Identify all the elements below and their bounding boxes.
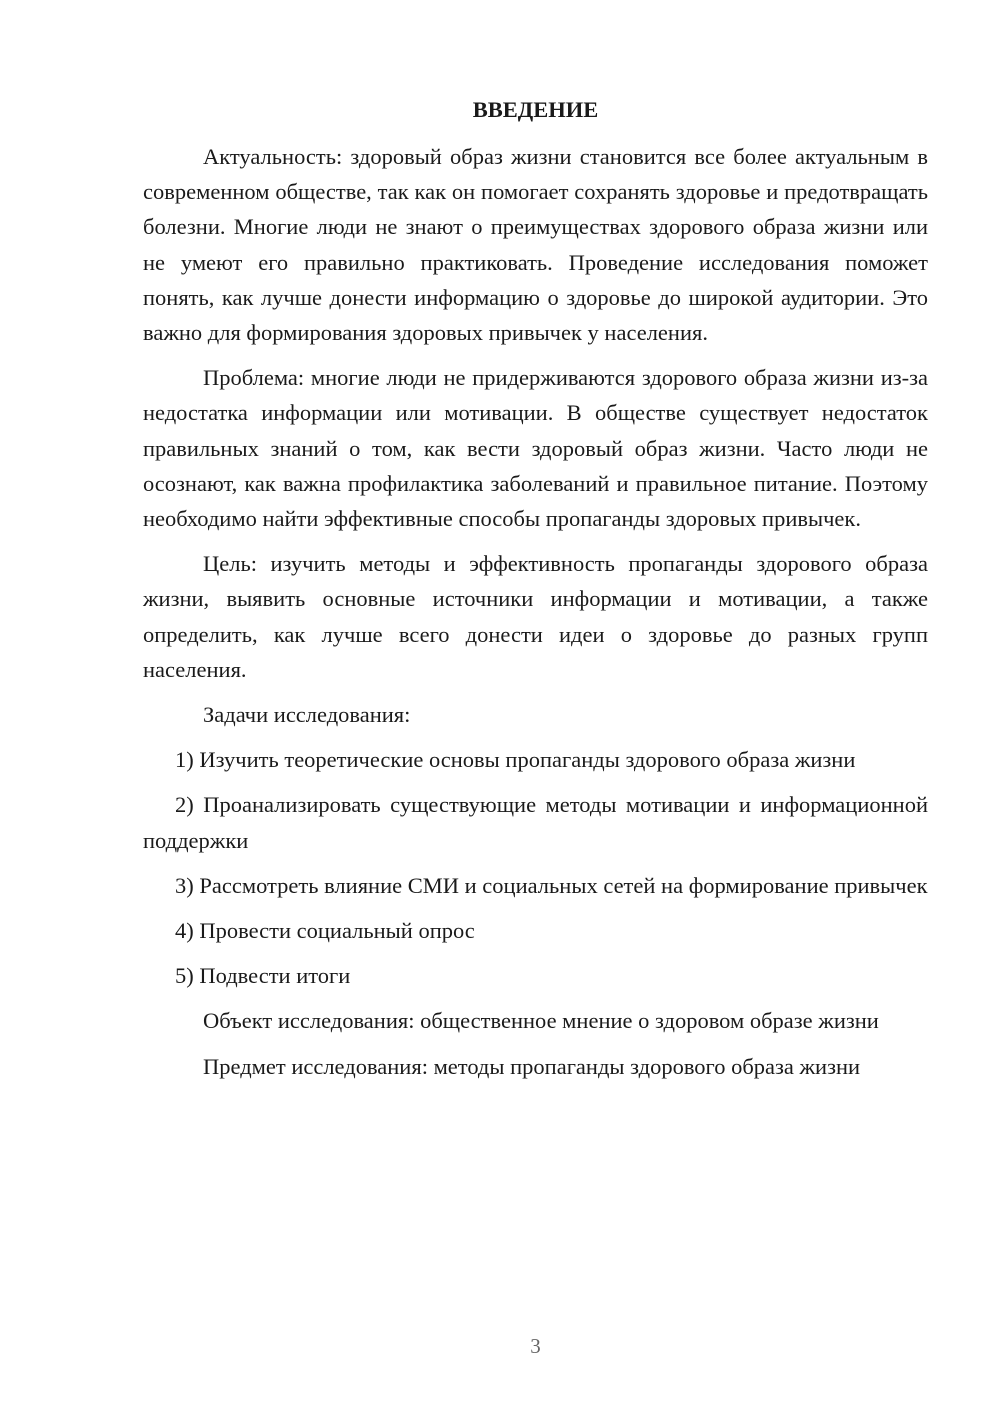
page-number: 3 <box>530 1334 541 1358</box>
tasks-heading: Задачи исследования: <box>203 702 411 728</box>
task-item-5: 5) Подвести итоги <box>175 963 351 989</box>
object-paragraph: Объект исследования: общественное мнение о здоровом образе жизни <box>203 1008 879 1034</box>
task-item-2: 2) Проанализировать существующие методы мотивации и информационной поддержки <box>143 792 928 853</box>
task-item-4: 4) Провести социальный опрос <box>175 918 475 944</box>
document-title: ВВЕДЕНИЕ <box>472 97 599 122</box>
goal-paragraph: Цель: изучить методы и эффективность пропаганды здорового образа жизни, выявить основные источники информации и мотивации, а также определить, как лучше всего донести идеи о здоровье до разных групп населения. <box>143 551 928 682</box>
task-item-1: 1) Изучить теоретические основы пропаганды здорового образа жизни <box>175 747 856 773</box>
document-body <box>143 92 928 1094</box>
task-item-3: 3) Рассмотреть влияние СМИ и социальных сетей на формирование привычек <box>175 872 928 898</box>
subject-paragraph: Предмет исследования: методы пропаганды здорового образа жизни <box>203 1053 861 1079</box>
tasks-list <box>143 742 928 993</box>
problem-paragraph: Проблема: многие люди не придерживаются здорового образа жизни из-за недостатка информации или мотивации. В обществе существует недостаток правильных знаний о том, как вести здоровый образ жизни. Часто люди не осознают, как важна профилактика заболеваний и правильное питание. Поэтому необходимо найти эффективные способы пропаганды здоровых привычек. <box>143 365 928 532</box>
relevance-paragraph: Актуальность: здоровый образ жизни становится все более актуальным в современном обществе, так как он помогает сохранять здоровье и предотвращать болезни. Многие люди не знают о преимуществах здорового образа жизни или не умеют его правильно практиковать. Проведение исследования поможет понять, как лучше донести информацию о здоровье до широкой аудитории. Это важно для формирования здоровых привычек у населения. <box>143 144 928 346</box>
